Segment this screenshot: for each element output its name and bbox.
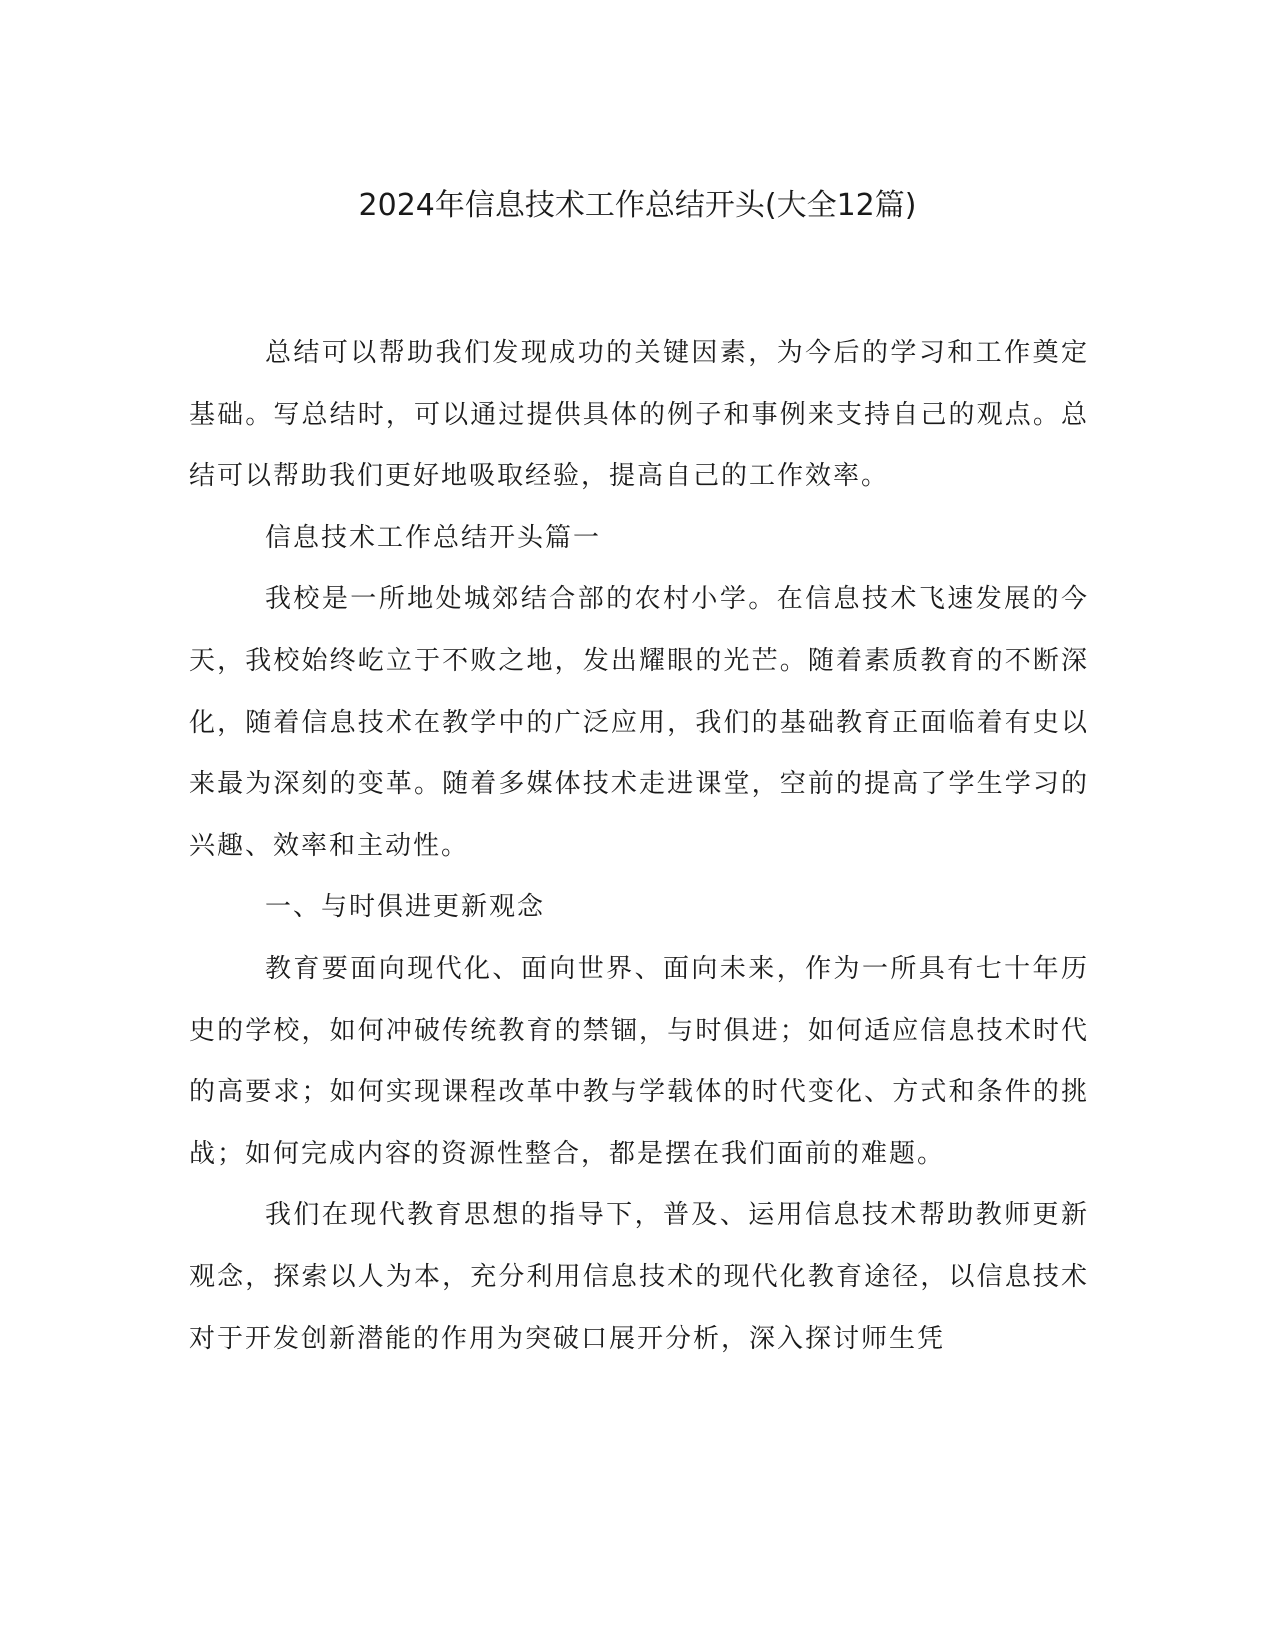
guidance-paragraph: 我们在现代教育思想的指导下，普及、运用信息技术帮助教师更新观念，探索以人为本，充分利用信息技术的现代化教育途径，以信息技术对于开发创新潜能的作用为突破口展开分析，深入探讨师生凭 xyxy=(189,1200,1089,1354)
document-title: 2024年信息技术工作总结开头(大全12篇) xyxy=(358,188,917,223)
school-intro-paragraph: 我校是一所地处城郊结合部的农村小学。在信息技术飞速发展的今天，我校始终屹立于不败之地，发出耀眼的光芒。随着素质教育的不断深化，随着信息技术在教学中的广泛应用，我们的基础教育正面临着有史以来最为深刻的变革。随着多媒体技术走进课堂，空前的提高了学生学习的兴趣、效率和主动性。 xyxy=(189,584,1089,861)
education-challenges-paragraph: 教育要面向现代化、面向世界、面向未来，作为一所具有七十年历史的学校，如何冲破传统教育的禁锢，与时俱进；如何适应信息技术时代的高要求；如何实现课程改革中教与学载体的时代变化、方式和条件的挑战；如何完成内容的资源性整合，都是摆在我们面前的难题。 xyxy=(189,953,1089,1169)
subheading-update-concepts: 一、与时俱进更新观念 xyxy=(265,892,546,923)
section-heading-part-one: 信息技术工作总结开头篇一 xyxy=(265,522,602,553)
intro-paragraph: 总结可以帮助我们发现成功的关键因素，为今后的学习和工作奠定基础。写总结时，可以通过提供具体的例子和事例来支持自己的观点。总结可以帮助我们更好地吸取经验，提高自己的工作效率。 xyxy=(189,338,1089,492)
document-body xyxy=(189,323,1089,1370)
